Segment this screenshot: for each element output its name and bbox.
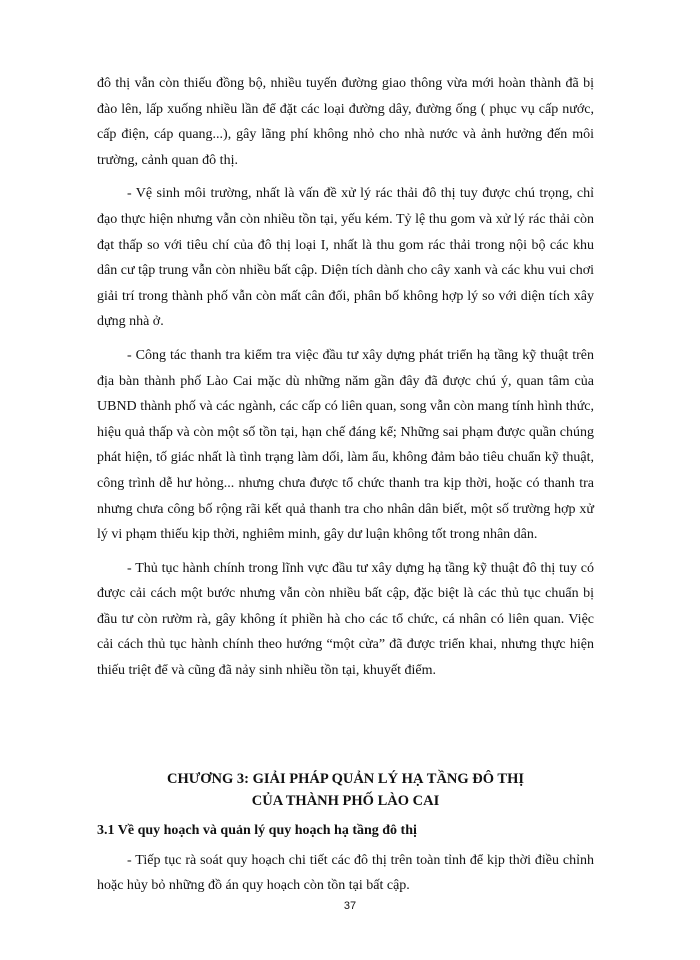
page-number: 37 [343, 900, 357, 912]
paragraph-inspection: - Công tác thanh tra kiểm tra việc đầu tư xây dựng phát triển hạ tầng kỹ thuật trên địa bàn thành phố Lào Cai mặc dù những năm gần đây đã được chú ý, quan tâm của UBND thành phố và các ngành, các cấp có liên quan, song vẫn còn mang tính hình thức, hiệu quả thấp và còn một số tồn tại, hạn chế đáng kể; Những sai phạm được quần chúng phát hiện, tố giác nhất là tình trạng làm dối, làm ẩu, không đảm bảo tiêu chuẩn kỹ thuật, công trình dễ hư hỏng... nhưng chưa được tổ chức thanh tra kịp thời, hoặc có thanh tra nhưng chưa công bố rộng rãi kết quả thanh tra cho nhân dân biết, một số trường hợp xử lý vi phạm thiếu kịp thời, nghiêm minh, gây dư luận không tốt trong nhân dân. [97, 347, 594, 543]
paragraph-administrative: - Thủ tục hành chính trong lĩnh vực đầu tư xây dựng hạ tầng kỹ thuật đô thị tuy có được cải cách một bước nhưng vẫn còn nhiều bất cập, đặc biệt là các thủ tục chuẩn bị đầu tư còn rườm rà, gây không ít phiền hà cho các tổ chức, cá nhân có liên quan. Việc cải cách thủ tục hành chính theo hướng “một cửa” đã được triển khai, nhưng thực hiện thiếu triệt để và cũng đã nảy sinh nhiều tồn tại, khuyết điểm. [97, 560, 594, 679]
section-heading: 3.1 Về quy hoạch và quản lý quy hoạch hạ tầng đô thị [97, 822, 417, 838]
paragraph-continuation: đô thị vẫn còn thiếu đồng bộ, nhiều tuyến đường giao thông vừa mới hoàn thành đã bị đào lên, lấp xuống nhiều lần để đặt các loại đường dây, đường ống ( phục vụ cấp nước, cấp điện, cáp quang...), gây lãng phí không nhỏ cho nhà nước và ảnh hưởng đến môi trường, cảnh quan đô thị. [97, 76, 594, 168]
chapter-heading-line2: CỦA THÀNH PHỐ LÀO CAI [251, 792, 440, 809]
section-spacer [97, 692, 594, 768]
chapter-heading-line1: CHƯƠNG 3: GIẢI PHÁP QUẢN LÝ HẠ TẦNG ĐÔ THỊ [166, 770, 525, 787]
paragraph-planning-review: - Tiếp tục rà soát quy hoạch chi tiết các đô thị trên toàn tỉnh để kịp thời điều chỉnh hoặc hủy bỏ những đồ án quy hoạch còn tồn tại bất cập. [97, 852, 594, 894]
paragraph-environment: - Vệ sinh môi trường, nhất là vấn đề xử lý rác thải đô thị tuy được chú trọng, chỉ đạo thực hiện nhưng vẫn còn nhiều tồn tại, yếu kém. Tỷ lệ thu gom và xử lý rác thải còn đạt thấp so với tiêu chí của đô thị loại I, nhất là thu gom rác thải trong nội bộ các khu dân cư tập trung vẫn còn nhiều bất cập. Diện tích dành cho cây xanh và các khu vui chơi giải trí trong thành phố vẫn còn mất cân đối, phân bố không hợp lý so với diện tích xây dựng nhà ở. [97, 186, 594, 330]
chapter-heading [97, 768, 594, 812]
page-content [97, 71, 594, 907]
